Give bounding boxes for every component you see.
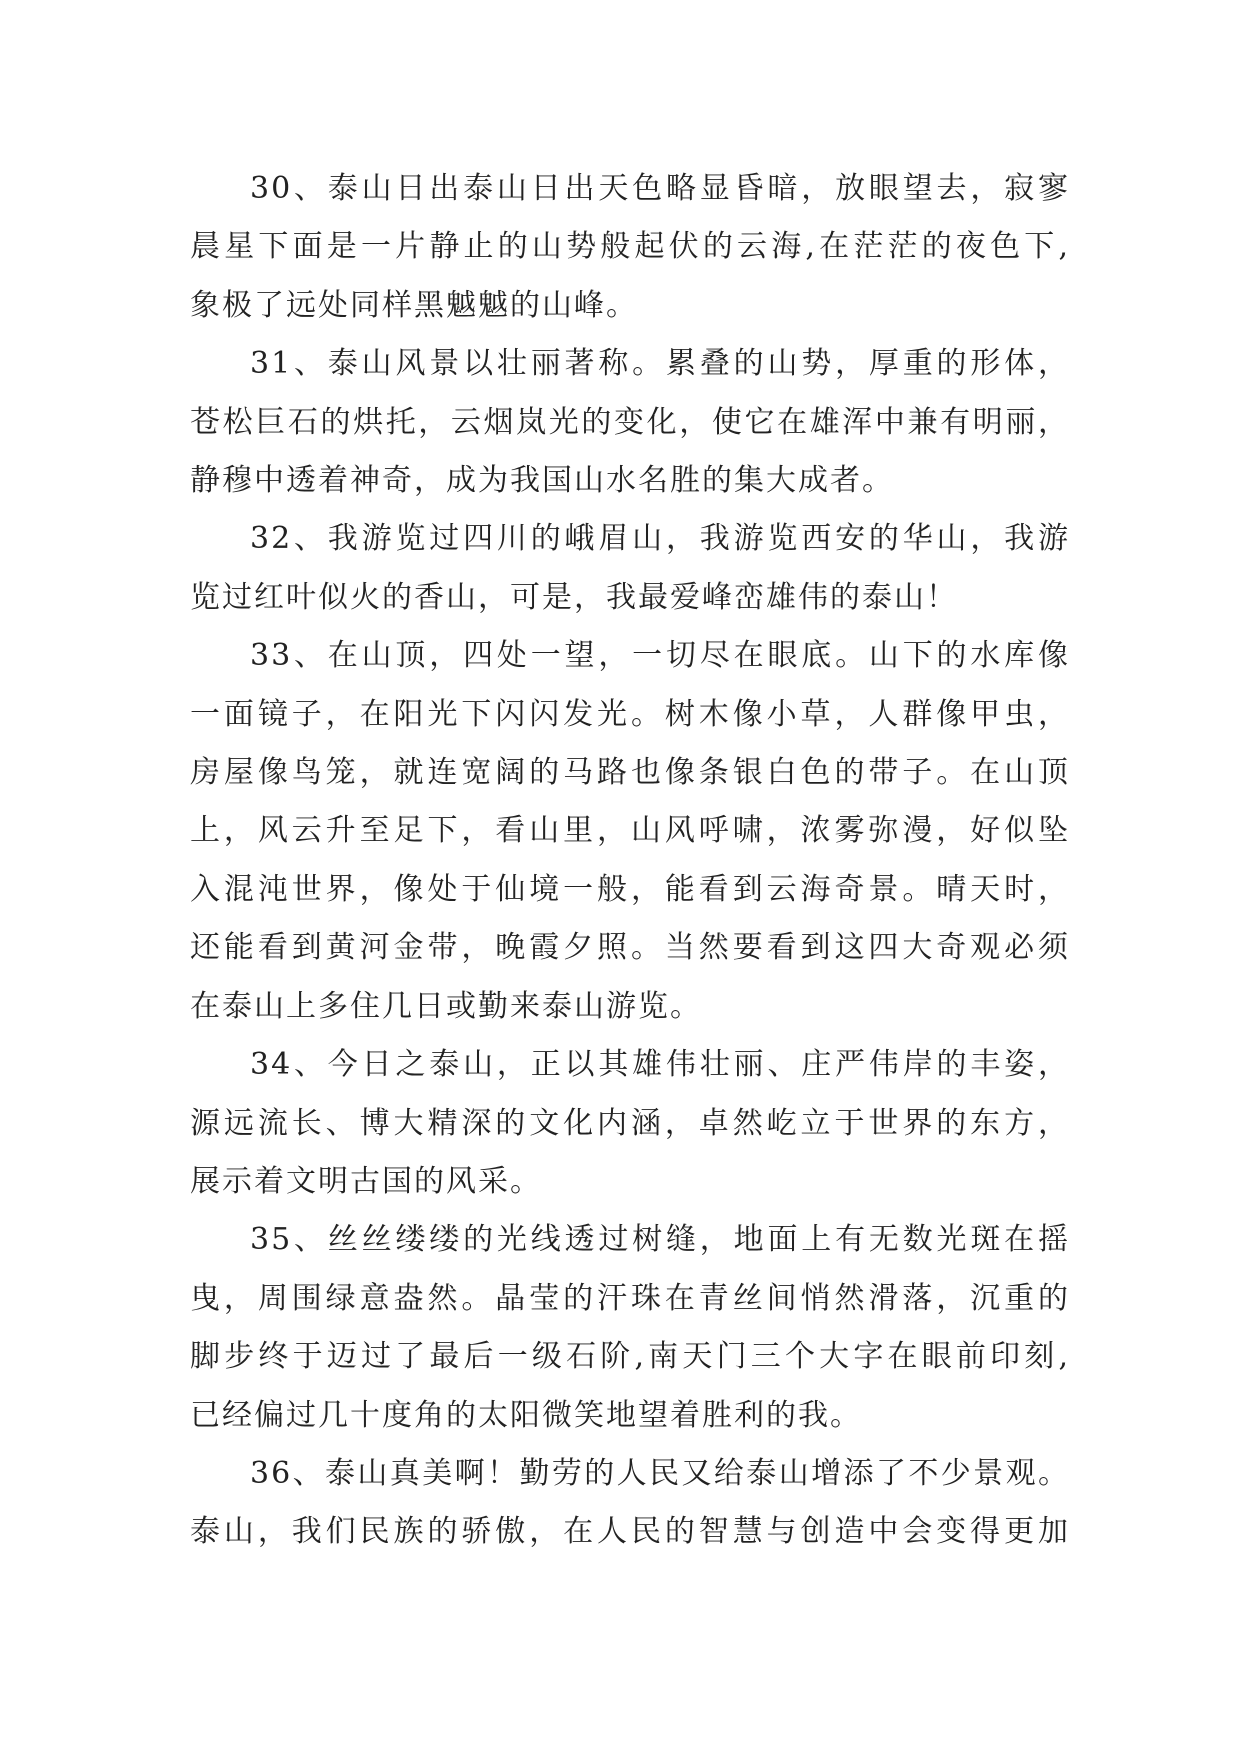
paragraph-34 — [190, 1036, 1070, 1211]
paragraph-line: 泰山，我们民族的骄傲，在人民的智慧与创造中会变得更加 — [190, 1514, 1070, 1550]
paragraph-line: 静穆中透着神奇，成为我国山水名胜的集大成者。 — [190, 463, 894, 499]
paragraph-line: 象极了远处同样黑魆魆的山峰。 — [190, 287, 638, 323]
paragraph-33 — [190, 627, 1070, 1036]
paragraph-line: 35、丝丝缕缕的光线透过树缝，地面上有无数光斑在摇 — [250, 1222, 1070, 1258]
paragraph-line: 展示着文明古国的风采。 — [190, 1163, 542, 1199]
paragraph-line: 房屋像鸟笼，就连宽阔的马路也像条银白色的带子。在山顶 — [190, 755, 1070, 791]
paragraph-line: 32、我游览过四川的峨眉山，我游览西安的华山，我游 — [250, 521, 1070, 557]
paragraph-32 — [190, 510, 1070, 627]
paragraph-line: 还能看到黄河金带，晚霞夕照。当然要看到这四大奇观必须 — [190, 930, 1070, 966]
paragraph-line: 览过红叶似火的香山，可是，我最爱峰峦雄伟的泰山！ — [190, 579, 958, 615]
paragraph-line: 34、今日之泰山，正以其雄伟壮丽、庄严伟岸的丰姿， — [250, 1047, 1070, 1083]
paragraph-line: 已经偏过几十度角的太阳微笑地望着胜利的我。 — [190, 1397, 862, 1433]
paragraph-line: 源远流长、博大精深的文化内涵，卓然屹立于世界的东方， — [190, 1105, 1070, 1141]
paragraph-line: 30、泰山日出泰山日出天色略显昏暗，放眼望去，寂寥 — [250, 171, 1070, 206]
document-body — [190, 160, 1070, 1562]
paragraph-line: 脚步终于迈过了最后一级石阶,南天门三个大字在眼前印刻, — [190, 1339, 1070, 1375]
paragraph-line: 33、在山顶，四处一望，一切尽在眼底。山下的水库像 — [250, 638, 1070, 674]
paragraph-31 — [190, 335, 1070, 510]
paragraph-35 — [190, 1211, 1070, 1445]
paragraph-line: 31、泰山风景以壮丽著称。累叠的山势，厚重的形体， — [250, 346, 1070, 382]
paragraph-line: 36、泰山真美啊！勤劳的人民又给泰山增添了不少景观。 — [250, 1455, 1070, 1491]
paragraph-line: 在泰山上多住几日或勤来泰山游览。 — [190, 988, 702, 1024]
paragraph-30 — [190, 160, 1070, 335]
paragraph-line: 一面镜子，在阳光下闪闪发光。树木像小草，人群像甲虫， — [190, 696, 1070, 732]
paragraph-line: 上，风云升至足下，看山里，山风呼啸，浓雾弥漫，好似坠 — [190, 813, 1070, 849]
paragraph-line: 入混沌世界，像处于仙境一般，能看到云海奇景。晴天时， — [190, 871, 1070, 907]
paragraph-line: 曳，周围绿意盎然。晶莹的汗珠在青丝间悄然滑落，沉重的 — [190, 1280, 1070, 1316]
paragraph-line: 晨星下面是一片静止的山势般起伏的云海,在茫茫的夜色下, — [190, 229, 1070, 265]
paragraph-36 — [190, 1445, 1070, 1562]
paragraph-line: 苍松巨石的烘托，云烟岚光的变化，使它在雄浑中兼有明丽， — [190, 404, 1070, 440]
